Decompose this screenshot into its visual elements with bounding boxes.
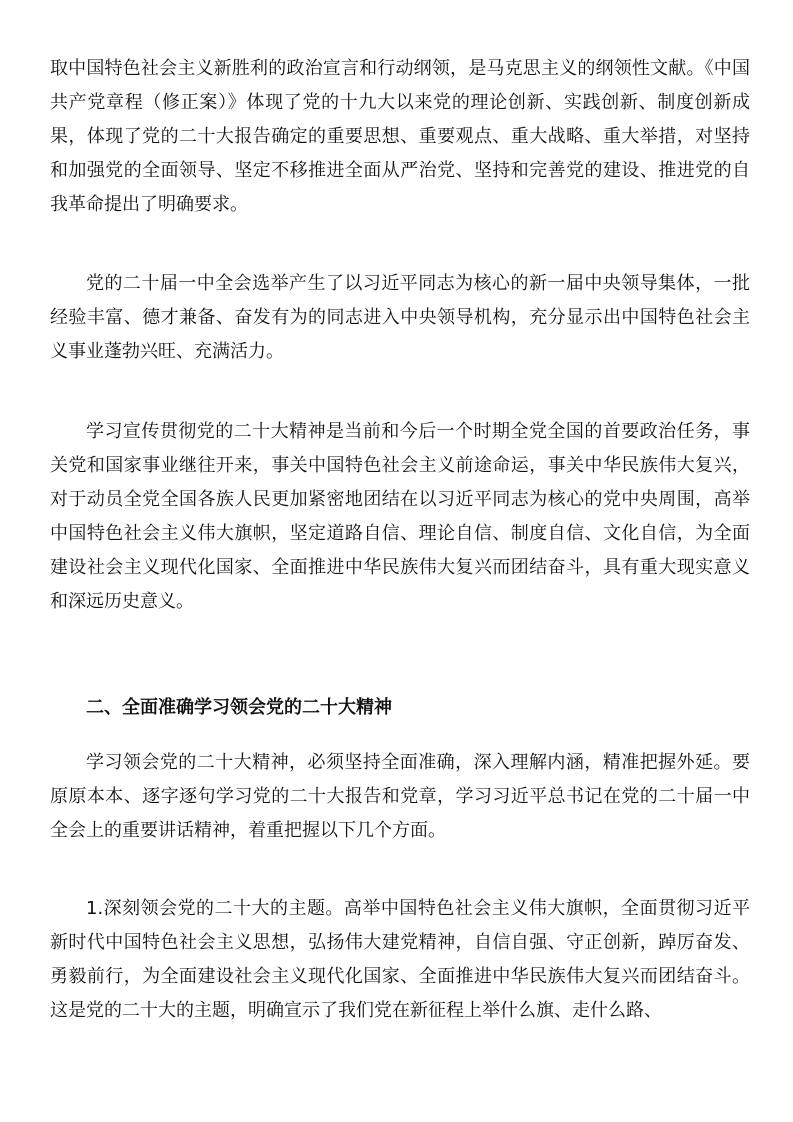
paragraph-congress-theme: 1.深刻领会党的二十大的主题。高举中国特色社会主义伟大旗帜，全面贯彻习近平新时代中国特色社会主义思想，弘扬伟大建党精神，自信自强、守正创新，踔厉奋发、勇毅前行，为全面建设社会主义现代化国家、全面推进中华民族伟大复兴而团结奋斗。这是党的二十大的主题，明确宣示了我们党在新征程上举什么旗、走什么路、 [50, 898, 750, 1021]
paragraph-political-task: 学习宣传贯彻党的二十大精神是当前和今后一个时期全党全国的首要政治任务，事关党和国家事业继往开来，事关中国特色社会主义前途命运，事关中华民族伟大复兴，对于动员全党全国各族人民更加紧密地团结在以习近平同志为核心的党中央周围，高举中国特色社会主义伟大旗帜，坚定道路自信、理论自信、制度自信、文化自信，为全面建设社会主义现代化国家、全面推进中华民族伟大复兴而团结奋斗，具有重大现实意义和深远历史意义。 [50, 421, 750, 612]
paragraph-continuation: 取中国特色社会主义新胜利的政治宣言和行动纲领，是马克思主义的纲领性文献。《中国共产党章程（修正案）》体现了党的十九大以来党的理论创新、实践创新、制度创新成果，体现了党的二十大报告确定的重要思想、重要观点、重大战略、重大举措，对坚持和加强党的全面领导、坚定不移推进全面从严治党、坚持和完善党的建设、推进党的自我革命提出了明确要求。 [50, 58, 750, 215]
paragraph-study-requirements: 学习领会党的二十大精神，必须坚持全面准确，深入理解内涵，精准把握外延。要原原本本、逐字逐句学习党的二十大报告和党章，学习习近平总书记在党的二十届一中全会上的重要讲话精神，着重把握以下几个方面。 [50, 752, 750, 841]
section-heading: 二、全面准确学习领会党的二十大精神 [86, 697, 392, 718]
paragraph-central-leadership: 党的二十届一中全会选举产生了以习近平同志为核心的新一届中央领导集体，一批经验丰富、德才兼备、奋发有为的同志进入中央领导机构，充分显示出中国特色社会主义事业蓬勃兴旺、充满活力。 [50, 273, 750, 362]
